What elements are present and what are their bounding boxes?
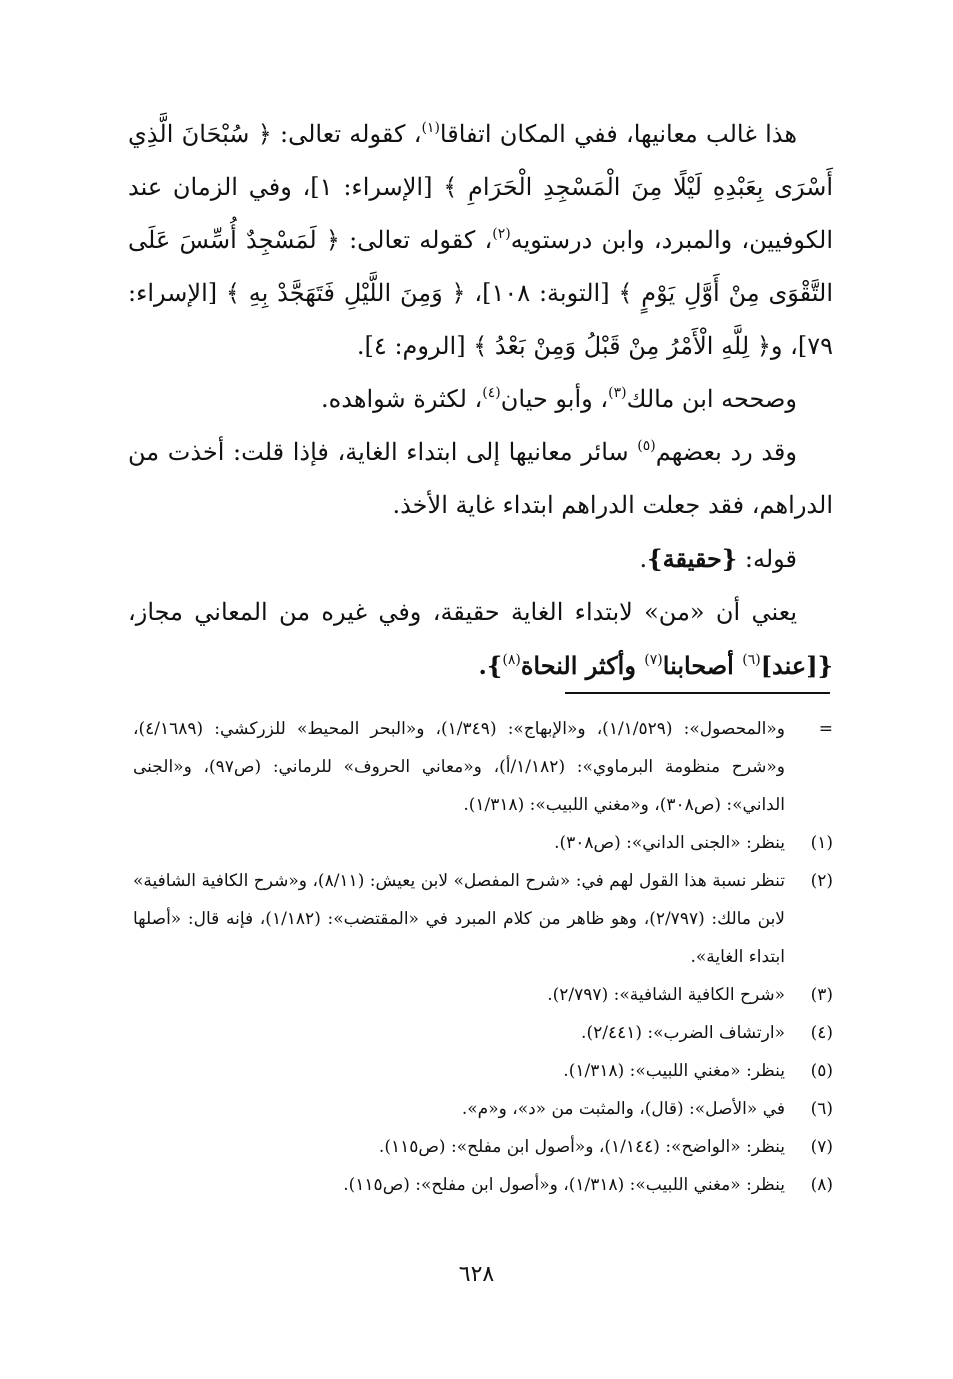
text-run: سائر معانيها إلى ابتداء الغاية، فإذا قلت: أخذت من الدراهم، فقد جعلت الدراهم ابتداء غاية الأخذ. xyxy=(128,438,833,519)
footnote-number: (٥) xyxy=(810,1061,833,1081)
footnote-text: ينظر: «مغني اللبيب»: (١/٣١٨)، و«أصول ابن مفلح»: (ص١١٥). xyxy=(343,1175,785,1195)
footnote-separator xyxy=(565,692,830,694)
footnote-number: (٦) xyxy=(810,1099,833,1119)
bold-text: وأكثر النحاة xyxy=(520,651,645,680)
paragraph xyxy=(128,532,833,586)
footnote-text: تنظر نسبة هذا القول لهم في: «شرح المفصل» لابن يعيش: (٨/١١)، و«شرح الكافية الشافية» لابن مالك: (٢/٧٩٧)، وهو ظاهر من كلام المبرد في «المقتضب»: (١/١٨٢)، فإنه قال: «أصلها ابتداء الغاية». xyxy=(133,871,785,967)
text-run: . xyxy=(639,545,648,573)
bold-text: {حقيقة} xyxy=(647,544,738,573)
footnote-marker: (٦) xyxy=(742,652,761,668)
footnote-number: (١) xyxy=(810,833,833,853)
footnote-marker: (١) xyxy=(421,120,440,136)
footnote xyxy=(133,1090,833,1128)
paragraph xyxy=(128,373,833,426)
footnote xyxy=(133,824,833,862)
text-run: ، وأبو حيان xyxy=(500,385,609,413)
footnote xyxy=(133,1166,833,1204)
footnote-text: و«المحصول»: (١/١/٥٢٩)، و«الإبهاج»: (١/٣٤٩)، و«البحر المحيط» للزركشي: (٤/١٦٨٩)، و«شرح منظومة البرماوي»: (١/١٨٢/أ)، و«معاني الحروف» للرماني: (ص٩٧)، و«الجنى الداني»: (ص٣٠٨)، و«مغني اللبيب»: (١/٣١٨). xyxy=(133,719,785,815)
footnote-text: ينظر: «الواضح»: (١/١٤٤)، و«أصول ابن مفلح»: (ص١١٥). xyxy=(378,1137,785,1157)
footnote-text: «ارتشاف الضرب»: (٢/٤٤١). xyxy=(581,1023,785,1043)
footnote xyxy=(133,1128,833,1166)
bold-text: أصحابنا xyxy=(662,651,743,680)
footnote-marker: (٤) xyxy=(482,385,501,401)
paragraph xyxy=(128,586,833,693)
footnote-text: ينظر: «الجنى الداني»: (ص٣٠٨). xyxy=(554,833,785,853)
text-run: ، كقوله تعالى: ﴿ سُبْحَانَ الَّذِي أَسْرَى بِعَبْدِهِ لَيْلًا مِنَ الْمَسْجِدِ الْحَرَامِ ﴾ [الإسراء: ١]، وفي الزمان عند الكوفيين، والمبرد، وابن درستويه xyxy=(128,120,834,254)
text-run: يعني أن «من» لابتداء الغاية حقيقة، وفي غيره من المعاني مجاز، xyxy=(128,598,797,626)
footnote-number: (٨) xyxy=(810,1175,833,1195)
footnote-marker: (٥) xyxy=(637,438,656,454)
footnote-text: «شرح الكافية الشافية»: (٢/٧٩٧). xyxy=(547,985,785,1005)
text-run: هذا غالب معانيها، ففي المكان اتفاقا xyxy=(439,120,797,148)
footnote xyxy=(133,976,833,1014)
footnote xyxy=(133,710,833,824)
footnote-number: (٣) xyxy=(810,985,833,1005)
footnote-text: في «الأصل»: (قال)، والمثبت من «د»، و«م». xyxy=(461,1099,785,1119)
footnotes xyxy=(133,710,833,1204)
footnote-number: (٢) xyxy=(810,871,833,891)
footnote-text: ينظر: «مغني اللبيب»: (١/٣١٨). xyxy=(563,1061,785,1081)
paragraph xyxy=(128,108,833,373)
footnote-marker: (٨) xyxy=(502,652,521,668)
bold-text: }. xyxy=(478,651,503,680)
page-number: ٦٢٨ xyxy=(458,1262,495,1287)
footnote-number: = xyxy=(818,719,833,739)
text-run: وصححه ابن مالك xyxy=(626,385,797,413)
footnote-marker: (٧) xyxy=(644,652,663,668)
footnote-marker: (٣) xyxy=(608,385,627,401)
footnote xyxy=(133,1052,833,1090)
main-text xyxy=(128,108,833,693)
text-run: ، لكثرة شواهده. xyxy=(321,385,483,413)
bold-text: {[عند] xyxy=(760,651,833,680)
text-run: وقد رد بعضهم xyxy=(655,438,797,466)
footnote-number: (٤) xyxy=(810,1023,833,1043)
footnote-number: (٧) xyxy=(810,1137,833,1157)
footnote-marker: (٢) xyxy=(492,226,511,242)
text-run: ، كقوله تعالى: ﴿ لَمَسْجِدٌ أُسِّسَ عَلَى التَّقْوَى مِنْ أَوَّلِ يَوْمٍ ﴾ [التوبة: ١٠٨]، ﴿ وَمِنَ اللَّيْلِ فَتَهَجَّدْ بِهِ ﴾ [الإسراء: ٧٩]، و﴿ لِلَّهِ الْأَمْرُ مِنْ قَبْلُ وَمِنْ بَعْدُ ﴾ [الروم: ٤]. xyxy=(128,226,833,360)
text-run: قوله: xyxy=(737,545,797,573)
footnote xyxy=(133,862,833,976)
footnote xyxy=(133,1014,833,1052)
paragraph xyxy=(128,426,833,532)
